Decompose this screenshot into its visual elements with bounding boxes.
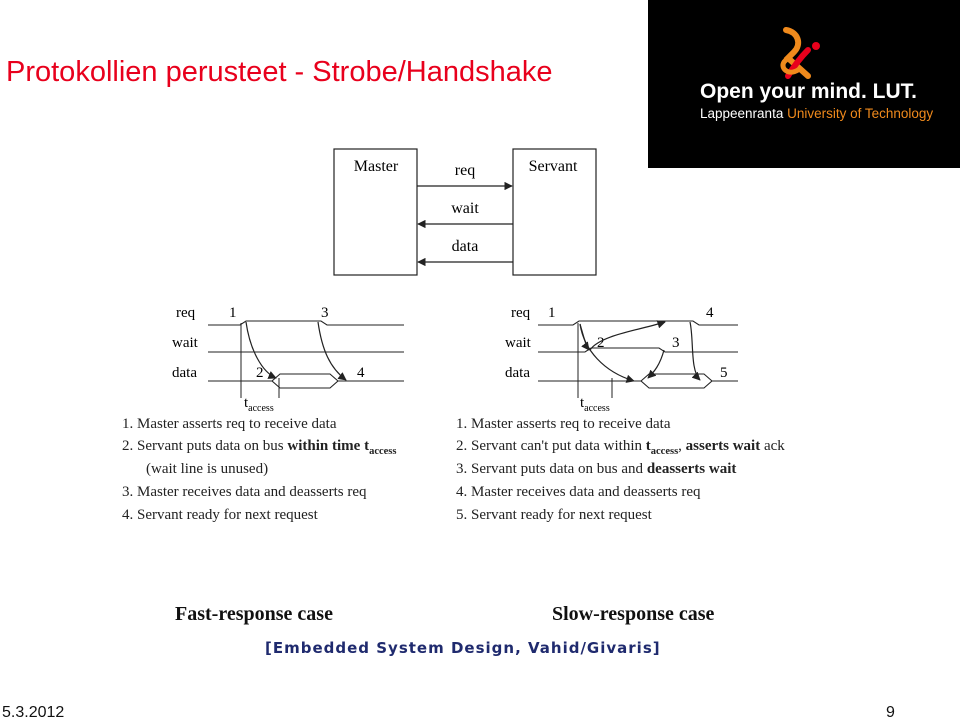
fast-marker-2: 2 bbox=[256, 365, 264, 381]
slow-req-wave bbox=[538, 321, 738, 325]
slow-step-4: 4. Master receives data and deasserts req bbox=[456, 484, 701, 500]
slow-marker-1: 1 bbox=[548, 305, 556, 321]
logo-university-part2: University of Technology bbox=[787, 106, 934, 121]
logo-slogan: Open your mind. LUT. bbox=[700, 80, 918, 103]
fast-signal-wait: wait bbox=[172, 335, 198, 351]
slow-step-1: 1. Master asserts req to receive data bbox=[456, 416, 671, 432]
slow-causal-arrow-5 bbox=[690, 322, 700, 380]
fast-signal-req: req bbox=[176, 305, 196, 321]
slow-timing-diagram bbox=[505, 305, 738, 414]
servant-label: Servant bbox=[528, 158, 578, 175]
fast-caption: Fast-response case bbox=[175, 603, 333, 625]
slide-title: Protokollien perusteet - Strobe/Handshake bbox=[6, 56, 553, 88]
slow-caption: Slow-response case bbox=[552, 603, 715, 625]
slow-marker-5: 5 bbox=[720, 365, 728, 381]
fast-step-2: 2. Servant puts data on bus within time $t_{access}$ bbox=[122, 438, 397, 457]
block-signal-req: req bbox=[454, 162, 476, 179]
slow-marker-2: 2 bbox=[597, 335, 605, 351]
slide-date: 5.3.2012 bbox=[2, 704, 65, 721]
fast-marker-3: 3 bbox=[321, 305, 329, 321]
fast-marker-1: 1 bbox=[229, 305, 237, 321]
slow-signal-data: data bbox=[505, 365, 530, 381]
slow-step-5: 5. Servant ready for next request bbox=[456, 507, 652, 523]
block-signal-wait: wait bbox=[451, 200, 479, 217]
fast-signal-data: data bbox=[172, 365, 197, 381]
slow-marker-3: 3 bbox=[672, 335, 680, 351]
fast-timing-diagram bbox=[172, 305, 404, 414]
fast-step-3: 3. Master receives data and deasserts req bbox=[122, 484, 367, 500]
fast-taccess-label: $t_{access}$ bbox=[244, 395, 274, 414]
fast-marker-4: 4 bbox=[357, 365, 365, 381]
fast-causal-arrow-2 bbox=[318, 322, 346, 380]
slow-signal-req: req bbox=[511, 305, 531, 321]
fast-data-wave bbox=[208, 374, 404, 388]
slow-step-2: 2. Servant can't put data within $t_{access}$, asserts wait ack bbox=[456, 438, 785, 457]
citation: [Embedded System Design, Vahid/Givaris] bbox=[265, 639, 661, 657]
page-number: 9 bbox=[886, 704, 895, 721]
fast-req-wave bbox=[208, 321, 404, 325]
slow-signal-wait: wait bbox=[505, 335, 531, 351]
block-signal-data: data bbox=[451, 238, 479, 255]
slow-marker-4: 4 bbox=[706, 305, 714, 321]
master-label: Master bbox=[353, 158, 399, 175]
fast-step-1: 1. Master asserts req to receive data bbox=[122, 416, 337, 432]
slow-wait-wave bbox=[538, 348, 738, 352]
fast-step-4: 4. Servant ready for next request bbox=[122, 507, 318, 523]
slow-data-wave bbox=[538, 374, 738, 388]
logo-university-part1: Lappeenranta bbox=[700, 106, 788, 121]
slow-taccess-label: $t_{access}$ bbox=[580, 395, 610, 414]
fast-step-2-note: (wait line is unused) bbox=[146, 461, 269, 477]
slow-step-3: 3. Servant puts data on bus and deasserts wait bbox=[456, 461, 737, 477]
